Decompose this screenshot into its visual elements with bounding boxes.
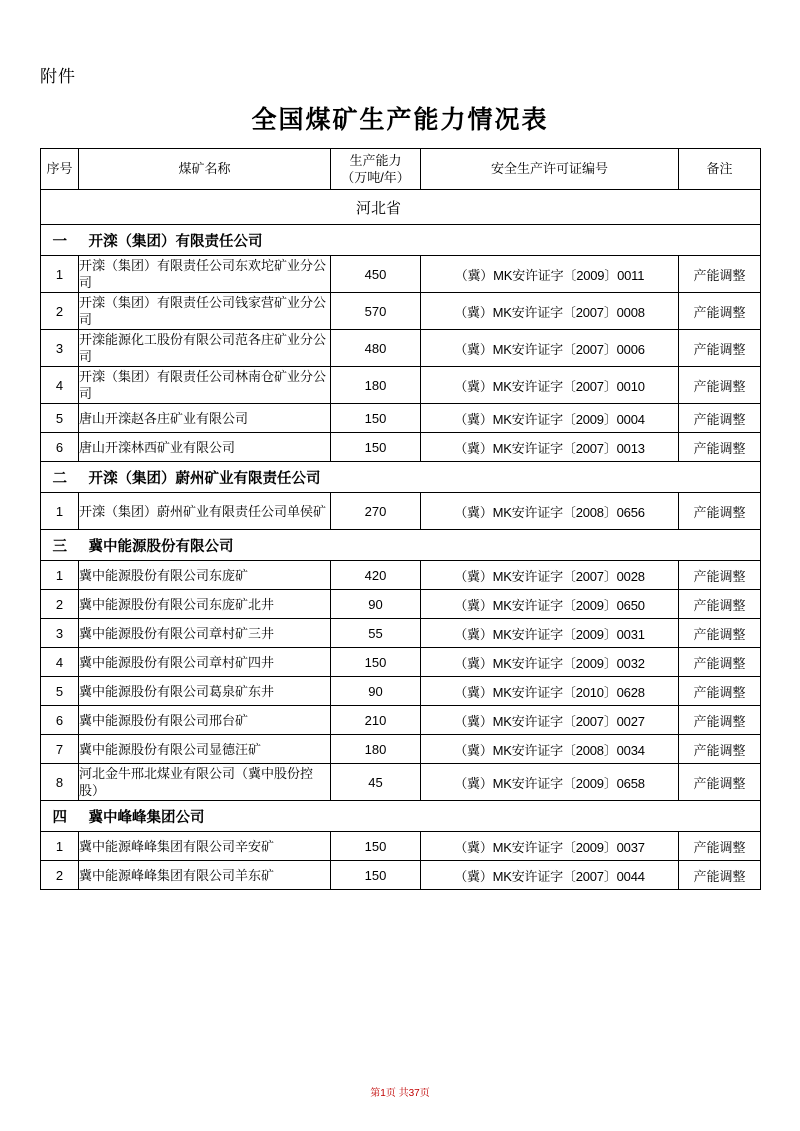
row-capacity: 55 bbox=[331, 619, 421, 648]
row-index: 6 bbox=[41, 706, 79, 735]
header-row bbox=[41, 149, 761, 190]
province-name: 河北省 bbox=[79, 190, 679, 225]
group-number: 四 bbox=[41, 801, 79, 832]
table-row bbox=[41, 706, 761, 735]
header-index: 序号 bbox=[41, 149, 79, 190]
row-mine-name: 冀中能源股份有限公司显德汪矿 bbox=[79, 735, 331, 764]
row-capacity: 420 bbox=[331, 561, 421, 590]
row-capacity: 150 bbox=[331, 832, 421, 861]
row-capacity: 210 bbox=[331, 706, 421, 735]
row-capacity: 150 bbox=[331, 861, 421, 890]
row-license: （冀）MK安许证字〔2009〕0650 bbox=[421, 590, 679, 619]
row-index: 7 bbox=[41, 735, 79, 764]
row-index: 1 bbox=[41, 256, 79, 293]
row-mine-name: 开滦（集团）有限责任公司林南仓矿业分公司 bbox=[79, 367, 331, 404]
group-number: 三 bbox=[41, 530, 79, 561]
row-note: 产能调整 bbox=[679, 619, 761, 648]
row-capacity: 150 bbox=[331, 648, 421, 677]
row-license: （冀）MK安许证字〔2008〕0034 bbox=[421, 735, 679, 764]
province-spacer-right bbox=[679, 190, 761, 225]
table-row bbox=[41, 590, 761, 619]
row-license: （冀）MK安许证字〔2009〕0011 bbox=[421, 256, 679, 293]
table-row bbox=[41, 648, 761, 677]
row-index: 2 bbox=[41, 590, 79, 619]
row-capacity: 150 bbox=[331, 404, 421, 433]
row-note: 产能调整 bbox=[679, 404, 761, 433]
row-note: 产能调整 bbox=[679, 561, 761, 590]
row-mine-name: 冀中能源股份有限公司章村矿三井 bbox=[79, 619, 331, 648]
header-capacity-line1: 生产能力 bbox=[349, 153, 402, 168]
row-index: 8 bbox=[41, 764, 79, 801]
group-row bbox=[41, 225, 761, 256]
table-row bbox=[41, 493, 761, 530]
table-row bbox=[41, 561, 761, 590]
row-index: 3 bbox=[41, 619, 79, 648]
row-capacity: 180 bbox=[331, 735, 421, 764]
row-license: （冀）MK安许证字〔2007〕0010 bbox=[421, 367, 679, 404]
table-row bbox=[41, 832, 761, 861]
group-name: 开滦（集团）有限责任公司 bbox=[79, 225, 761, 256]
header-license: 安全生产许可证编号 bbox=[421, 149, 679, 190]
group-number: 二 bbox=[41, 462, 79, 493]
province-spacer-left bbox=[41, 190, 79, 225]
group-row bbox=[41, 462, 761, 493]
row-mine-name: 开滦能源化工股份有限公司范各庄矿业分公司 bbox=[79, 330, 331, 367]
table-row bbox=[41, 433, 761, 462]
row-index: 1 bbox=[41, 561, 79, 590]
table-row bbox=[41, 861, 761, 890]
coal-mine-capacity-table bbox=[40, 148, 761, 890]
page-number: 第1页 共37页 bbox=[370, 1088, 430, 1099]
header-mine-name: 煤矿名称 bbox=[79, 149, 331, 190]
row-note: 产能调整 bbox=[679, 861, 761, 890]
row-index: 6 bbox=[41, 433, 79, 462]
attachment-label: 附件 bbox=[40, 67, 76, 86]
row-mine-name: 冀中能源峰峰集团有限公司辛安矿 bbox=[79, 832, 331, 861]
header-capacity-line2: （万吨/年） bbox=[341, 170, 410, 185]
row-index: 1 bbox=[41, 832, 79, 861]
row-mine-name: 冀中能源股份有限公司东庞矿北井 bbox=[79, 590, 331, 619]
row-license: （冀）MK安许证字〔2009〕0037 bbox=[421, 832, 679, 861]
row-note: 产能调整 bbox=[679, 764, 761, 801]
row-capacity: 570 bbox=[331, 293, 421, 330]
row-license: （冀）MK安许证字〔2007〕0006 bbox=[421, 330, 679, 367]
row-license: （冀）MK安许证字〔2007〕0028 bbox=[421, 561, 679, 590]
row-index: 2 bbox=[41, 293, 79, 330]
group-name: 开滦（集团）蔚州矿业有限责任公司 bbox=[79, 462, 761, 493]
group-row bbox=[41, 530, 761, 561]
row-license: （冀）MK安许证字〔2008〕0656 bbox=[421, 493, 679, 530]
row-index: 4 bbox=[41, 648, 79, 677]
header-note: 备注 bbox=[679, 149, 761, 190]
group-number: 一 bbox=[41, 225, 79, 256]
table-row bbox=[41, 367, 761, 404]
row-capacity: 150 bbox=[331, 433, 421, 462]
province-row bbox=[41, 190, 761, 225]
table-row bbox=[41, 735, 761, 764]
row-note: 产能调整 bbox=[679, 590, 761, 619]
row-note: 产能调整 bbox=[679, 256, 761, 293]
row-index: 2 bbox=[41, 861, 79, 890]
row-license: （冀）MK安许证字〔2007〕0044 bbox=[421, 861, 679, 890]
table-header bbox=[41, 149, 761, 190]
row-mine-name: 冀中能源峰峰集团有限公司羊东矿 bbox=[79, 861, 331, 890]
row-note: 产能调整 bbox=[679, 367, 761, 404]
row-mine-name: 冀中能源股份有限公司东庞矿 bbox=[79, 561, 331, 590]
row-note: 产能调整 bbox=[679, 293, 761, 330]
group-name: 冀中能源股份有限公司 bbox=[79, 530, 761, 561]
row-note: 产能调整 bbox=[679, 493, 761, 530]
row-note: 产能调整 bbox=[679, 648, 761, 677]
row-mine-name: 冀中能源股份有限公司葛泉矿东井 bbox=[79, 677, 331, 706]
row-mine-name: 开滦（集团）有限责任公司东欢坨矿业分公司 bbox=[79, 256, 331, 293]
group-name: 冀中峰峰集团公司 bbox=[79, 801, 761, 832]
row-index: 5 bbox=[41, 677, 79, 706]
row-capacity: 90 bbox=[331, 590, 421, 619]
row-capacity: 450 bbox=[331, 256, 421, 293]
row-note: 产能调整 bbox=[679, 677, 761, 706]
page-title: 全国煤矿生产能力情况表 bbox=[251, 106, 549, 134]
row-capacity: 270 bbox=[331, 493, 421, 530]
row-license: （冀）MK安许证字〔2009〕0032 bbox=[421, 648, 679, 677]
row-license: （冀）MK安许证字〔2009〕0031 bbox=[421, 619, 679, 648]
table-row bbox=[41, 619, 761, 648]
row-capacity: 480 bbox=[331, 330, 421, 367]
row-license: （冀）MK安许证字〔2007〕0027 bbox=[421, 706, 679, 735]
table-row bbox=[41, 677, 761, 706]
table-row bbox=[41, 404, 761, 433]
row-mine-name: 冀中能源股份有限公司邢台矿 bbox=[79, 706, 331, 735]
table-row bbox=[41, 330, 761, 367]
row-license: （冀）MK安许证字〔2009〕0004 bbox=[421, 404, 679, 433]
table-row bbox=[41, 256, 761, 293]
row-note: 产能调整 bbox=[679, 832, 761, 861]
table-body bbox=[41, 190, 761, 890]
row-index: 1 bbox=[41, 493, 79, 530]
row-mine-name: 唐山开滦林西矿业有限公司 bbox=[79, 433, 331, 462]
row-note: 产能调整 bbox=[679, 735, 761, 764]
row-mine-name: 唐山开滦赵各庄矿业有限公司 bbox=[79, 404, 331, 433]
row-index: 4 bbox=[41, 367, 79, 404]
row-license: （冀）MK安许证字〔2007〕0013 bbox=[421, 433, 679, 462]
row-capacity: 45 bbox=[331, 764, 421, 801]
row-capacity: 90 bbox=[331, 677, 421, 706]
row-mine-name: 冀中能源股份有限公司章村矿四井 bbox=[79, 648, 331, 677]
group-row bbox=[41, 801, 761, 832]
row-license: （冀）MK安许证字〔2010〕0628 bbox=[421, 677, 679, 706]
page-footer bbox=[0, 1084, 800, 1099]
row-mine-name: 河北金牛邢北煤业有限公司（冀中股份控股） bbox=[79, 764, 331, 801]
row-license: （冀）MK安许证字〔2009〕0658 bbox=[421, 764, 679, 801]
row-note: 产能调整 bbox=[679, 433, 761, 462]
row-index: 5 bbox=[41, 404, 79, 433]
row-license: （冀）MK安许证字〔2007〕0008 bbox=[421, 293, 679, 330]
row-mine-name: 开滦（集团）有限责任公司钱家营矿业分公司 bbox=[79, 293, 331, 330]
row-capacity: 180 bbox=[331, 367, 421, 404]
table-row bbox=[41, 764, 761, 801]
header-capacity bbox=[331, 149, 421, 190]
row-mine-name: 开滦（集团）蔚州矿业有限责任公司单侯矿 bbox=[79, 493, 331, 530]
table-row bbox=[41, 293, 761, 330]
row-note: 产能调整 bbox=[679, 706, 761, 735]
row-note: 产能调整 bbox=[679, 330, 761, 367]
row-index: 3 bbox=[41, 330, 79, 367]
